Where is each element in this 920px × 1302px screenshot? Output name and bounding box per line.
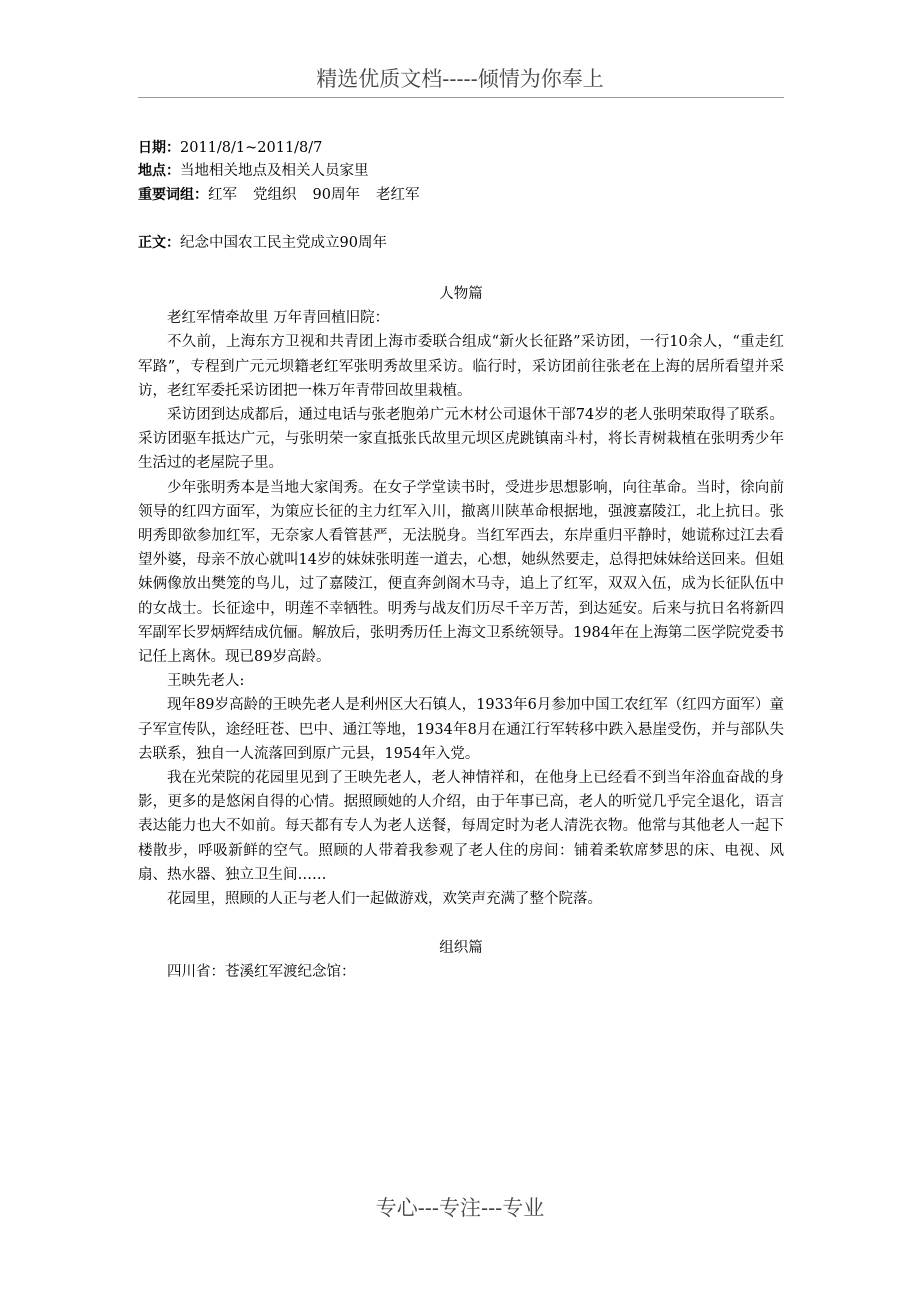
subheading-museum: 四川省：苍溪红军渡纪念馆： xyxy=(167,964,356,981)
paragraph: 采访团到达成都后，通过电话与张老胞弟广元木材公司退休干部74岁的老人张明荣取得了联系。采访团驱车抵达广元，与张明荣一家直抵张氏故里元坝区虎跳镇南斗村，将长青树栽植在张明秀少年生活过的老屋院子里。 xyxy=(138,407,784,472)
keyword: 红军 xyxy=(208,187,237,203)
paragraph: 不久前，上海东方卫视和共青团上海市委联合组成“新火长征路”采访团，一行10余人，“重走红军路”，专程到广元元坝籍老红军张明秀故里采访。临行时，采访团前往张老在上海的居所看望并采访，老红军委托采访团把一株万年青带回故里栽植。 xyxy=(138,334,784,399)
date-label: 日期： xyxy=(138,140,180,156)
paragraph: 我在光荣院的花园里见到了王映先老人，老人神情祥和，在他身上已经看不到当年浴血奋战的身影，更多的是悠闲自得的心情。据照顾她的人介绍，由于年事已高，老人的听觉几乎完全退化，语言表达能力也大不如前。每天都有专人为老人送餐，每周定时为老人清洗衣物。他常与其他老人一起下楼散步，呼吸新鲜的空气。照顾的人带着我参观了老人住的房间：铺着柔软席梦思的床、电视、风扇、热水器、独立卫生间…… xyxy=(138,770,784,883)
body-label: 正文： xyxy=(138,235,180,251)
place-value: 当地相关地点及相关人员家里 xyxy=(180,163,369,179)
section-heading-people: 人物篇 xyxy=(439,286,483,302)
subheading-zhang-mingxiu: 老红军情牵故里 万年青回植旧院： xyxy=(167,310,390,327)
date-value: 2011/8/1~2011/8/7 xyxy=(180,140,323,156)
section-heading-organization: 组织篇 xyxy=(439,940,483,957)
main-content xyxy=(138,282,784,985)
keyword: 老红军 xyxy=(375,187,420,203)
keyword: 90周年 xyxy=(312,187,360,203)
place-label: 地点： xyxy=(138,163,180,179)
body-title: 纪念中国农工民主党成立90周年 xyxy=(180,235,387,251)
paragraph: 现年89岁高龄的王映先老人是利州区大石镇人，1933年6月参加中国工农红军（红四方面军）童子军宣传队，途经旺苍、巴中、通江等地，1934年8月在通江行军转移中跌入悬崖受伤，并与部队失去联系，独自一人流落回到原广元县，1954年入党。 xyxy=(138,697,784,762)
section-spacer xyxy=(138,911,784,936)
date-line xyxy=(138,137,322,159)
body-title-line xyxy=(138,232,387,254)
paragraph: 少年张明秀本是当地大家闺秀。在女子学堂读书时，受进步思想影响，向往革命。当时，徐向前领导的红四方面军，为策应长征的主力红军入川，撤离川陕革命根据地，强渡嘉陵江，北上抗日。张明秀即欲参加红军，无奈家人看管甚严，无法脱身。当红军西去，东岸重归平静时，她谎称过江去看望外婆，母亲不放心就叫14岁的妹妹张明莲一道去，心想，她纵然要走，总得把妹妹给送回来。但姐妹俩像放出樊笼的鸟儿，过了嘉陵江，便直奔剑阁木马寺，追上了红军，双双入伍，成为长征队伍中的女战士。长征途中，明莲不幸牺牲。明秀与战友们历尽千辛万苦，到达延安。后来与抗日名将新四军副军长罗炳辉结成伉俪。解放后，张明秀历任上海文卫系统领导。1984年在上海第二医学院党委书记任上离休。现已89岁高龄。 xyxy=(138,479,784,666)
header-divider xyxy=(138,97,784,98)
page-header: 精选优质文档-----倾情为你奉上 xyxy=(316,67,604,91)
page-footer: 专心---专注---专业 xyxy=(375,1196,545,1220)
paragraph: 花园里，照顾的人正与老人们一起做游戏，欢笑声充满了整个院落。 xyxy=(167,891,602,908)
subheading-wang-yingxian: 王映先老人: xyxy=(167,673,245,690)
keywords-label: 重要词组： xyxy=(138,187,208,203)
place-line xyxy=(138,160,369,182)
keywords-line xyxy=(138,184,435,206)
keyword: 党组织 xyxy=(253,187,297,203)
